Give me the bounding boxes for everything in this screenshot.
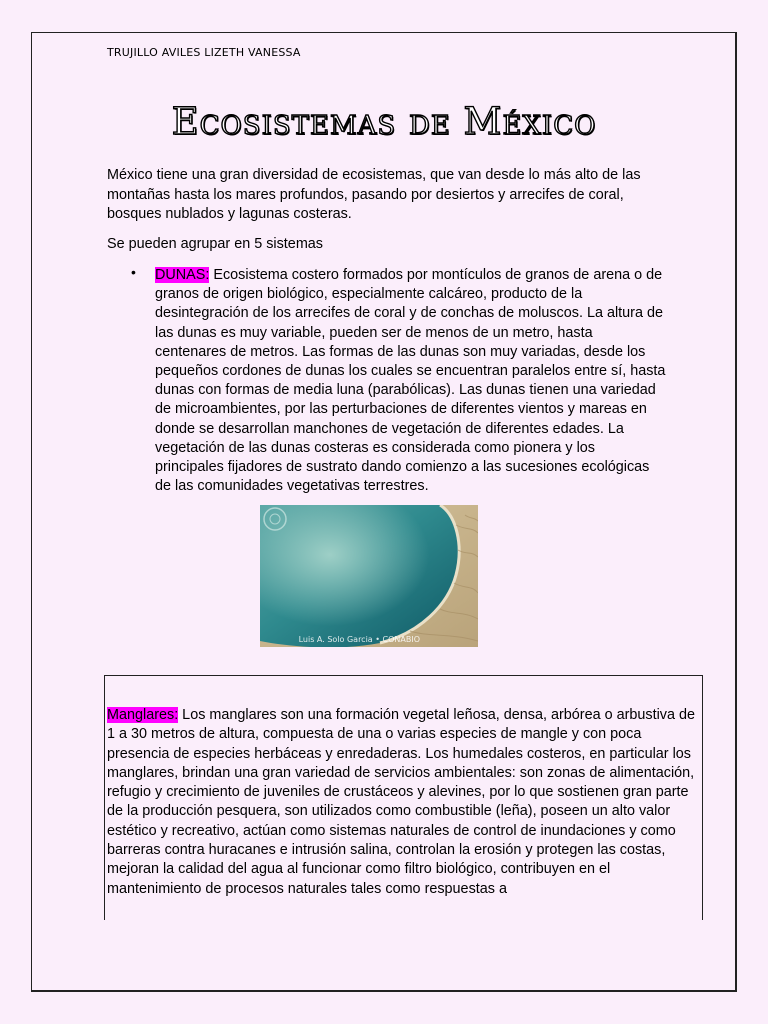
manglares-box <box>104 675 703 920</box>
dunas-text: Ecosistema costero formados por montículos de granos de arena o de granos de origen biológico, especialmente calcáreo, producto de la desintegración de los arrecifes de coral y de conchas de moluscos. La altura de las dunas es muy variable, pueden ser de menos de un metro, hasta centenares de metros. Las formas de las dunas son muy variadas, desde los pequeños cordones de dunas los cuales se encuentran paralelos entre sí, hasta dunas con formas de media luna (parabólicas). Las dunas tienen una variedad de microambientes, por las perturbaciones de diferentes vientos y mareas en donde se desarrollan manchones de vegetación de diferentes edades. La vegetación de las dunas costeras es considerada como pionera y los principales fijadores de sustrato dando comienzo a las sucesiones ecológicas de las comunidades vegetativas terrestres. <box>155 267 666 495</box>
groups-line: Se pueden agrupar en 5 sistemas <box>107 236 324 252</box>
intro-paragraph: México tiene una gran diversidad de ecosistemas, que van desde lo más alto de las montañas hasta los mares profundos, pasando por desiertos y arrecifes de coral, bosques nublados y lagunas costeras. <box>107 167 641 222</box>
photo-credit: Luis A. Solo Garcia • CONABIO <box>298 635 420 644</box>
document-title: Ecosistemas de México <box>171 100 597 143</box>
list-bullet: • <box>131 264 136 280</box>
dunas-paragraph <box>155 266 667 496</box>
author-name: TRUJILLO AVILES LIZETH VANESSA <box>107 46 301 59</box>
manglares-label: Manglares: <box>107 707 179 723</box>
dunas-label: DUNAS: <box>155 267 210 283</box>
dunes-lagoon-illustration <box>260 505 478 647</box>
dunes-lagoon-photo <box>260 505 478 647</box>
manglares-text: Los manglares son una formación vegetal leñosa, densa, arbórea o arbustiva de 1 a 30 metros de altura, compuesta de una o varias especies de mangle y con poca presencia de especies herbáceas y enredaderas. Los humedales costeros, en particular los manglares, brindan una gran variedad de servicios ambientales: son zonas de alimentación, refugio y crecimiento de juveniles de crustáceos y alevines, por lo que sostienen gran parte de la producción pesquera, son utilizados como combustible (leña), poseen un alto valor estético y recreativo, actúan como sistemas naturales de control de inundaciones y como barreras contra huracanes e intrusión salina, controlan la erosión y protegen las costas, mejoran la calidad del agua al funcionar como filtro biológico, contribuyen en el mantenimiento de procesos naturales tales como respuestas a <box>107 707 695 897</box>
manglares-paragraph <box>107 706 699 899</box>
